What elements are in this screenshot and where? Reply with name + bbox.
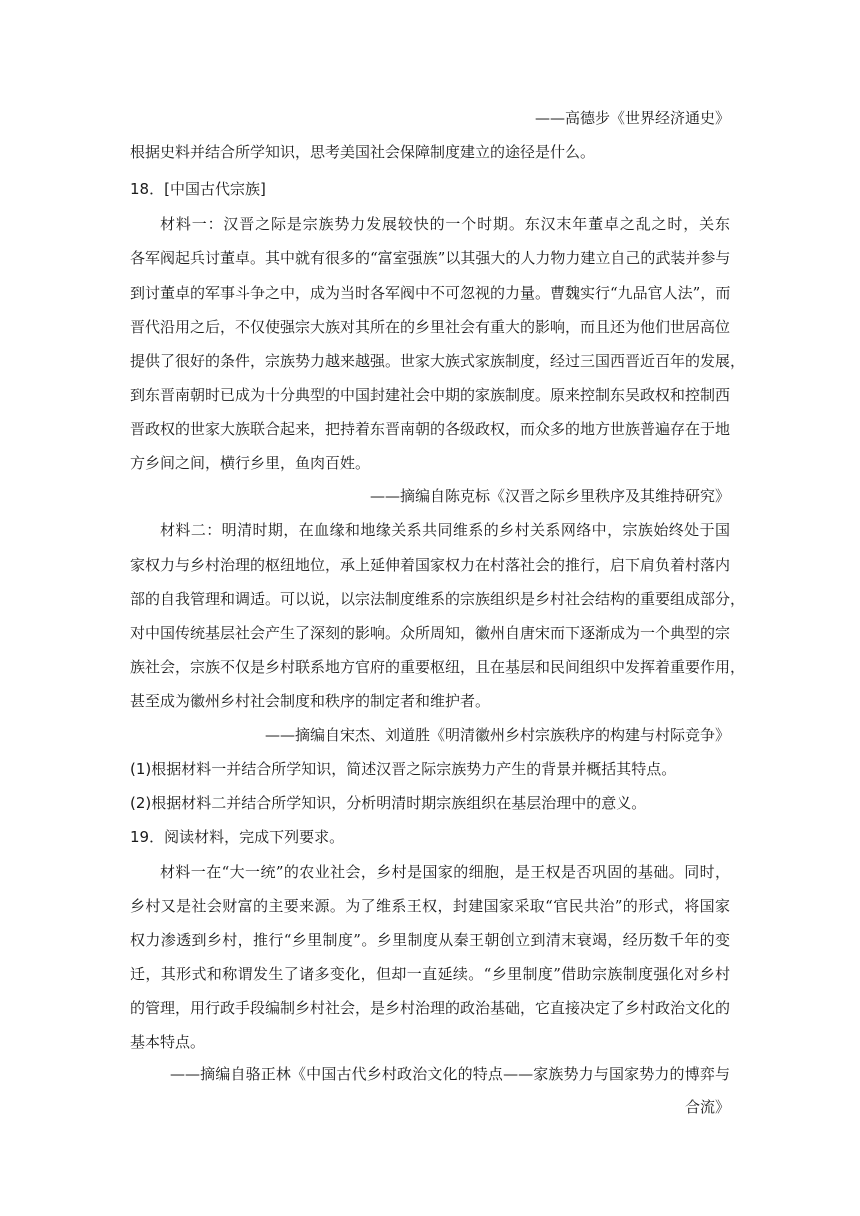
q18-question-1: (1)根据材料一并结合所学知识，简述汉晋之际宗族势力产生的背景并概括其特点。 (130, 760, 677, 778)
q18-material1-citation: ——摘编自陈克标《汉晋之际乡里秩序及其维持研究》 (369, 487, 730, 505)
q18-material2-line: 对中国传统基层社会产生了深刻的影响。众所周知，徽州自唐宋而下逐渐成为一个典型的宗 (130, 624, 731, 642)
q18-material2-line: 家权力与乡村治理的枢纽地位，承上延伸着国家权力在村落社会的推行，启下肩负着村落内 (130, 556, 731, 574)
q17-question: 根据史料并结合所学知识，思考美国社会保障制度建立的途径是什么。 (130, 143, 596, 161)
q18-material2-line: 族社会，宗族不仅是乡村联系地方官府的重要枢纽，且在基层和民间组织中发挥着重要作用， (130, 658, 746, 676)
q19-material1-line: 基本特点。 (130, 1033, 206, 1051)
q18-material1-line: 到东晋南朝时已成为十分典型的中国封建社会中期的家族制度。原来控制东吴政权和控制西 (130, 386, 731, 404)
q18-material2-line: 材料二：明清时期，在血缘和地缘关系共同维系的乡村关系网络中，宗族始终处于国 (160, 521, 730, 539)
q18-material1-line: 晋代沿用之后，不仅使强宗大族对其所在的乡里社会有重大的影响，而且还为他们世居高位 (130, 318, 731, 336)
q19-material1-line: 乡村又是社会财富的主要来源。为了维系王权，封建国家采取“官民共治”的形式，将国家 (130, 897, 730, 915)
q18-question-2: (2)根据材料二并结合所学知识，分析明清时期宗族组织在基层治理中的意义。 (130, 794, 647, 812)
q19-material1-citation: ——摘编自骆正林《中国古代乡村政治文化的特点——家族势力与国家势力的博弈与 (170, 1065, 730, 1083)
q19-heading: 19．阅读材料，完成下列要求。 (130, 828, 345, 846)
q18-material2-citation: ——摘编自宋杰、刘道胜《明清徽州乡村宗族秩序的构建与村际竞争》 (264, 726, 730, 744)
q18-material2-line: 部的自我管理和调适。可以说，以宗法制度维系的宗族组织是乡村社会结构的重要组成部分， (130, 590, 746, 608)
q18-material1-line: 各军阀起兵讨董卓。其中就有很多的“富室强族”以其强大的人力物力建立自己的武装并参与 (130, 249, 731, 267)
q18-material1-line: 材料一：汉晋之际是宗族势力发展较快的一个时期。东汉末年董卓之乱之时，关东 (160, 215, 730, 233)
q17-citation: ——高德步《世界经济通史》 (534, 109, 730, 127)
q18-material1-line: 方乡间之间，横行乡里，鱼肉百姓。 (130, 454, 371, 472)
q18-material1-line: 到讨董卓的军事斗争之中，成为当时各军阀中不可忽视的力量。曹魏实行“九品官人法”，而 (130, 284, 731, 302)
q19-material1-line: 迁，其形式和称谓发生了诸多变化，但却一直延续。“乡里制度”借助宗族制度强化对乡村 (130, 965, 730, 983)
q19-material1-line: 的管理，用行政手段编制乡村社会，是乡村治理的政治基础，它直接决定了乡村政治文化的 (130, 999, 731, 1017)
q18-material1-line: 提供了很好的条件，宗族势力越来越强。世家大族式家族制度，经过三国西晋近百年的发展， (130, 352, 746, 370)
q19-material1-line: 权力渗透到乡村，推行“乡里制度”。乡里制度从秦王朝创立到清末衰竭，经历数千年的变 (130, 931, 730, 949)
q18-material1-line: 晋政权的世家大族联合起来，把持着东晋南朝的各级政权，而众多的地方世族普遍存在于地 (130, 420, 731, 438)
q19-material1-line: 材料一在“大一统”的农业社会，乡村是国家的细胞，是王权是否巩固的基础。同时， (160, 863, 730, 881)
q18-material2-line: 甚至成为徽州乡村社会制度和秩序的制定者和维护者。 (130, 692, 491, 710)
q18-heading: 18．[中国古代宗族] (130, 180, 266, 198)
q19-material1-citation-cont: 合流》 (684, 1098, 730, 1116)
